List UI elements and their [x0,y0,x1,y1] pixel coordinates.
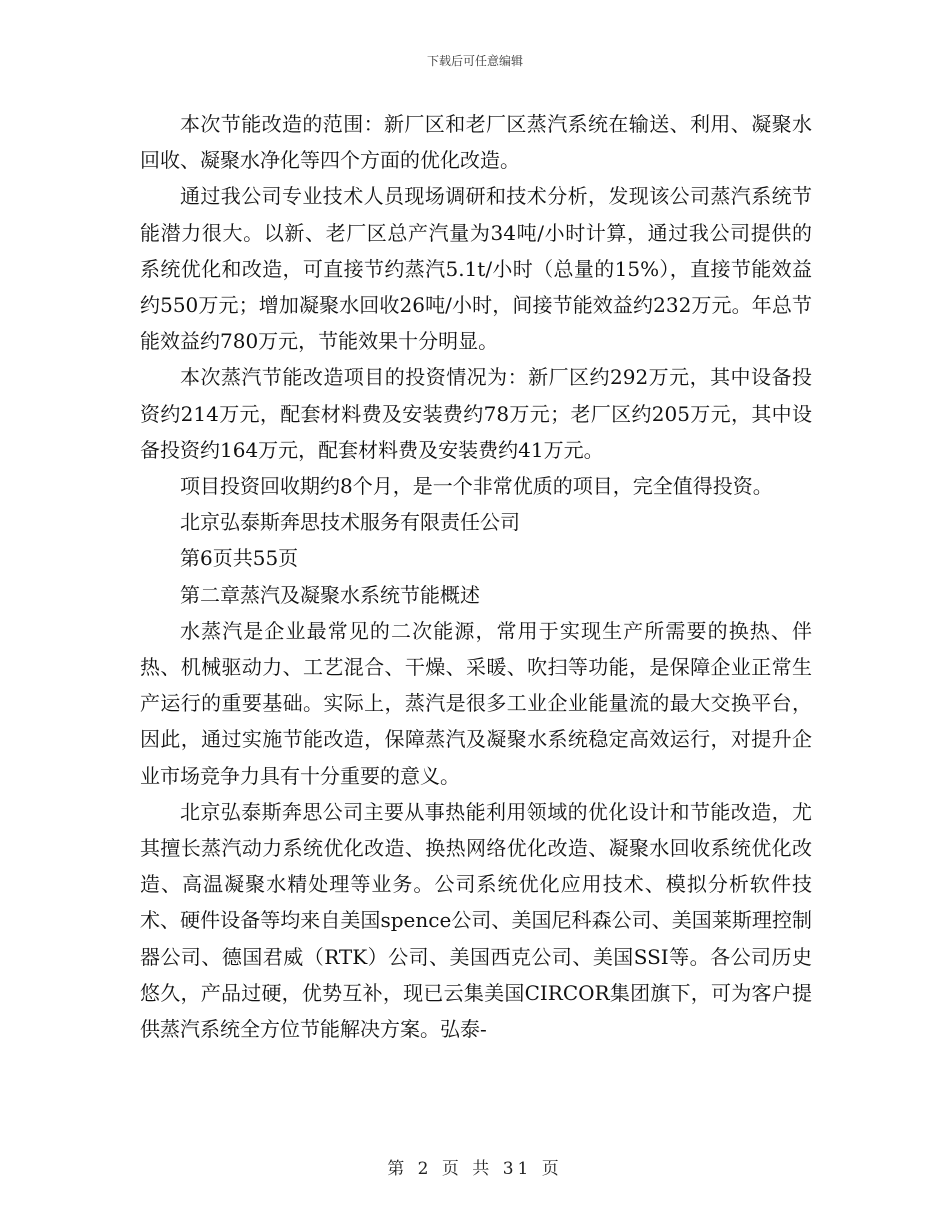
document-body [140,106,812,1047]
paragraph-analysis: 通过我公司专业技术人员现场调研和技术分析，发现该公司蒸汽系统节能潜力很大。以新、老厂区总产汽量为34吨/小时计算，通过我公司提供的系统优化和改造，可直接节约蒸汽5.1t/小时（总量的15%），直接节能效益约550万元；增加凝聚水回收26吨/小时，间接节能效益约232万元。年总节能效益约780万元，节能效果十分明显。 [140,184,812,354]
paragraph-payback: 项目投资回收期约8个月，是一个非常优质的项目，完全值得投资。 [180,474,773,499]
page-header: 下载后可任意编辑 [426,54,523,68]
paragraph-company-intro: 北京弘泰斯奔思公司主要从事热能利用领域的优化设计和节能改造，尤其擅长蒸汽动力系统优化改造、换热网络优化改造、凝聚水回收系统优化改造、高温凝聚水精处理等业务。公司系统优化应用技术、模拟分析软件技术、硬件设备等均来自美国spence公司、美国尼科森公司、美国莱斯理控制器公司、德国君威（RTK）公司、美国西克公司、美国SSI等。各公司历史悠久，产品过硬，优势互补，现已云集美国CIRCOR集团旗下，可为客户提供蒸汽系统全方位节能解决方案。弘泰- [140,799,812,1042]
embedded-page-number: 第6页共55页 [180,546,299,571]
paragraph-investment: 本次蒸汽节能改造项目的投资情况为：新厂区约292万元，其中设备投资约214万元，配套材料费及安装费约78万元；老厂区约205万元，其中设备投资约164万元，配套材料费及安装费约41万元。 [140,365,812,462]
paragraph-scope: 本次节能改造的范围：新厂区和老厂区蒸汽系统在输送、利用、凝聚水回收、凝聚水净化等四个方面的优化改造。 [140,112,812,173]
page-footer: 第 2 页 共 31 页 [387,1159,563,1179]
company-name-line: 北京弘泰斯奔思技术服务有限责任公司 [180,510,520,535]
paragraph-steam-overview: 水蒸汽是企业最常见的二次能源，常用于实现生产所需要的换热、伴热、机械驱动力、工艺混合、干燥、采暖、吹扫等功能，是保障企业正常生产运行的重要基础。实际上，蒸汽是很多工业企业能量流的最大交换平台，因此，通过实施节能改造，保障蒸汽及凝聚水系统稳定高效运行，对提升企业市场竞争力具有十分重要的意义。 [140,618,812,788]
chapter-heading: 第二章蒸汽及凝聚水系统节能概述 [180,582,480,607]
